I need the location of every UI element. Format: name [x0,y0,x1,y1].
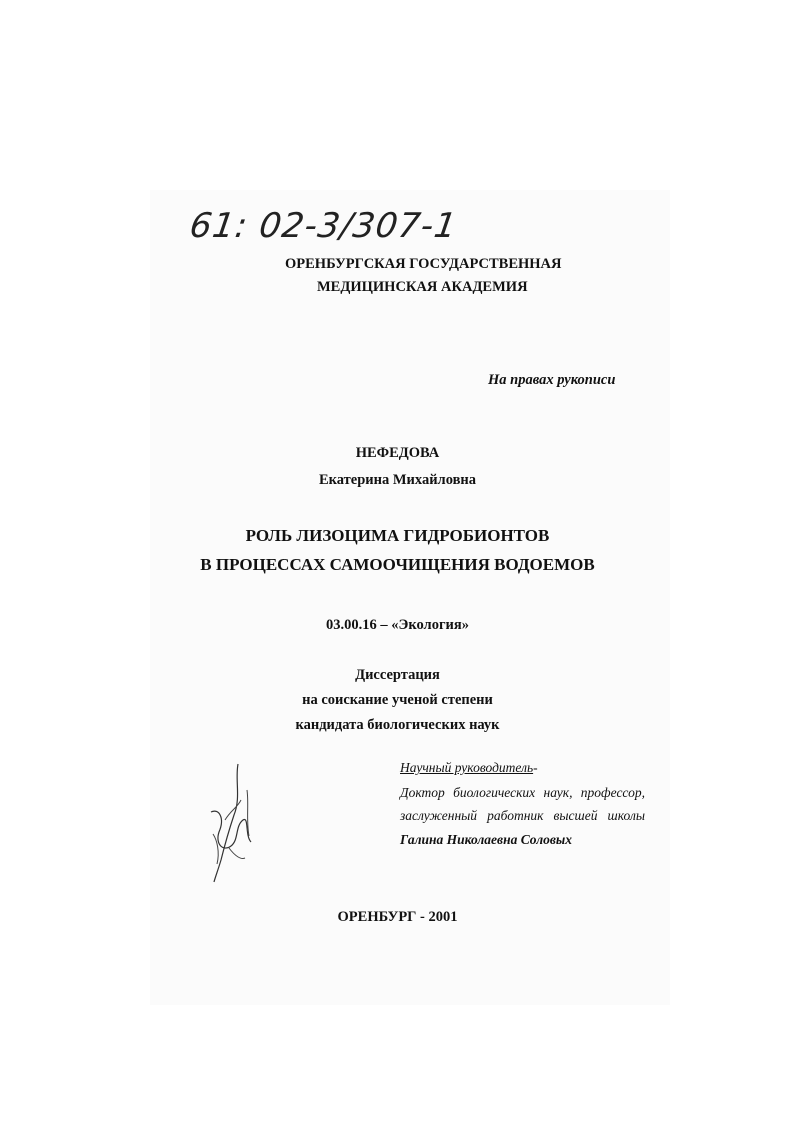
advisor-degree-word: биологических [453,785,536,800]
institution-line-1: ОРЕНБУРГСКАЯ ГОСУДАРСТВЕННАЯ [285,256,562,272]
rights-note: На правах рукописи [488,372,616,388]
advisor-honorary-title [400,808,645,824]
advisor-role-label: Научный руководитель [400,760,534,775]
advisor-role [400,760,538,776]
specialty-code: 03.00.16 – «Экология» [326,617,469,633]
dissertation-line-3: кандидата биологических наук [295,717,500,733]
advisor-degree-word: наук, [543,785,573,800]
advisor-name: Галина Николаевна Соловых [400,832,573,847]
author-surname: НЕФЕДОВА [355,445,440,461]
advisor-degree-word: профессор, [580,785,645,800]
thesis-title-line-2: В ПРОЦЕССАХ САМООЧИЩЕНИЯ ВОДОЕМОВ [200,555,595,574]
author-name: Екатерина Михайловна [318,472,477,488]
advisor-title-word: школы [607,808,645,823]
advisor-degree-word: Доктор [400,785,445,800]
institution-line-2: МЕДИЦИНСКАЯ АКАДЕМИЯ [317,279,528,295]
advisor-degree [400,785,645,801]
advisor-role-suffix: - [533,760,538,775]
dissertation-line-2: на соискание ученой степени [302,692,493,708]
advisor-title-word: заслуженный [400,808,478,823]
advisor-title-word: работник [487,808,544,823]
city-and-year: ОРЕНБУРГ - 2001 [337,909,458,925]
advisor-title-word: высшей [553,808,598,823]
handwritten-signature [205,760,265,885]
handwritten-archive-code: 61: 02-3/307-1 [187,206,460,246]
thesis-title-line-1: РОЛЬ ЛИЗОЦИМА ГИДРОБИОНТОВ [245,526,550,545]
dissertation-line-1: Диссертация [355,667,440,683]
